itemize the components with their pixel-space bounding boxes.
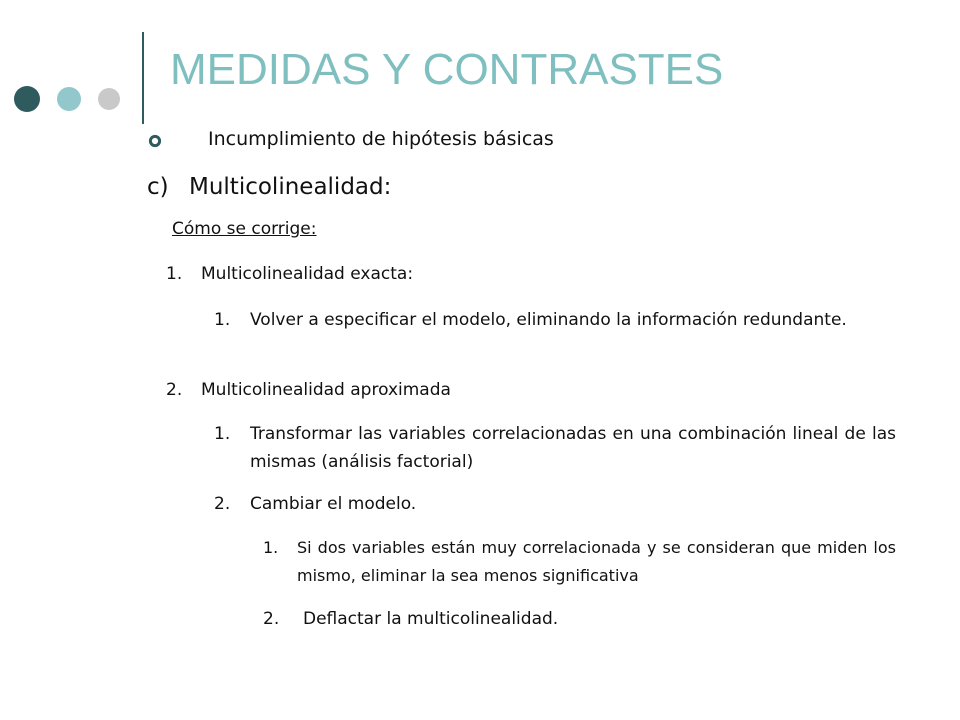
list-item <box>166 260 896 288</box>
section-heading <box>147 174 391 200</box>
list-item <box>263 605 896 633</box>
list-number: 1. <box>263 538 279 557</box>
list-text: Transformar las variables correlacionadas en una combinación lineal de las mismas (análisis factorial) <box>250 424 896 472</box>
list-number: 1. <box>214 424 231 444</box>
how-to-heading: Cómo se corrige: <box>172 219 317 239</box>
title-divider <box>142 32 144 124</box>
list-item <box>214 490 896 518</box>
list-number: 2. <box>214 494 231 514</box>
list-number: 1. <box>214 310 231 330</box>
list-number: 2. <box>263 609 280 629</box>
list-text: Volver a especificar el modelo, eliminando la información redundante. <box>250 310 847 330</box>
ring-bullet-icon <box>148 134 162 152</box>
decor-dot-light-icon <box>57 87 81 111</box>
list-text: Multicolinealidad exacta: <box>201 264 414 284</box>
list-number: 2. <box>166 380 183 400</box>
list-text: Si dos variables están muy correlacionada y se consideran que miden los mismo, eliminar la sea menos significativa <box>297 538 896 585</box>
list-number: 1. <box>166 264 183 284</box>
slide-subtitle: Incumplimiento de hipótesis básicas <box>208 128 554 150</box>
decor-dot-gray-icon <box>98 88 120 110</box>
slide-title: MEDIDAS Y CONTRASTES <box>170 45 724 94</box>
section-label: c) <box>147 174 169 200</box>
list-item <box>166 376 896 404</box>
section-title: Multicolinealidad: <box>189 174 392 200</box>
list-text: Deflactar la multicolinealidad. <box>303 609 559 629</box>
list-text: Multicolinealidad aproximada <box>201 380 451 400</box>
list-item <box>263 534 896 590</box>
list-text: Cambiar el modelo. <box>250 494 417 514</box>
list-item <box>214 306 896 334</box>
decor-dot-dark-icon <box>14 86 40 112</box>
list-item <box>214 420 896 476</box>
